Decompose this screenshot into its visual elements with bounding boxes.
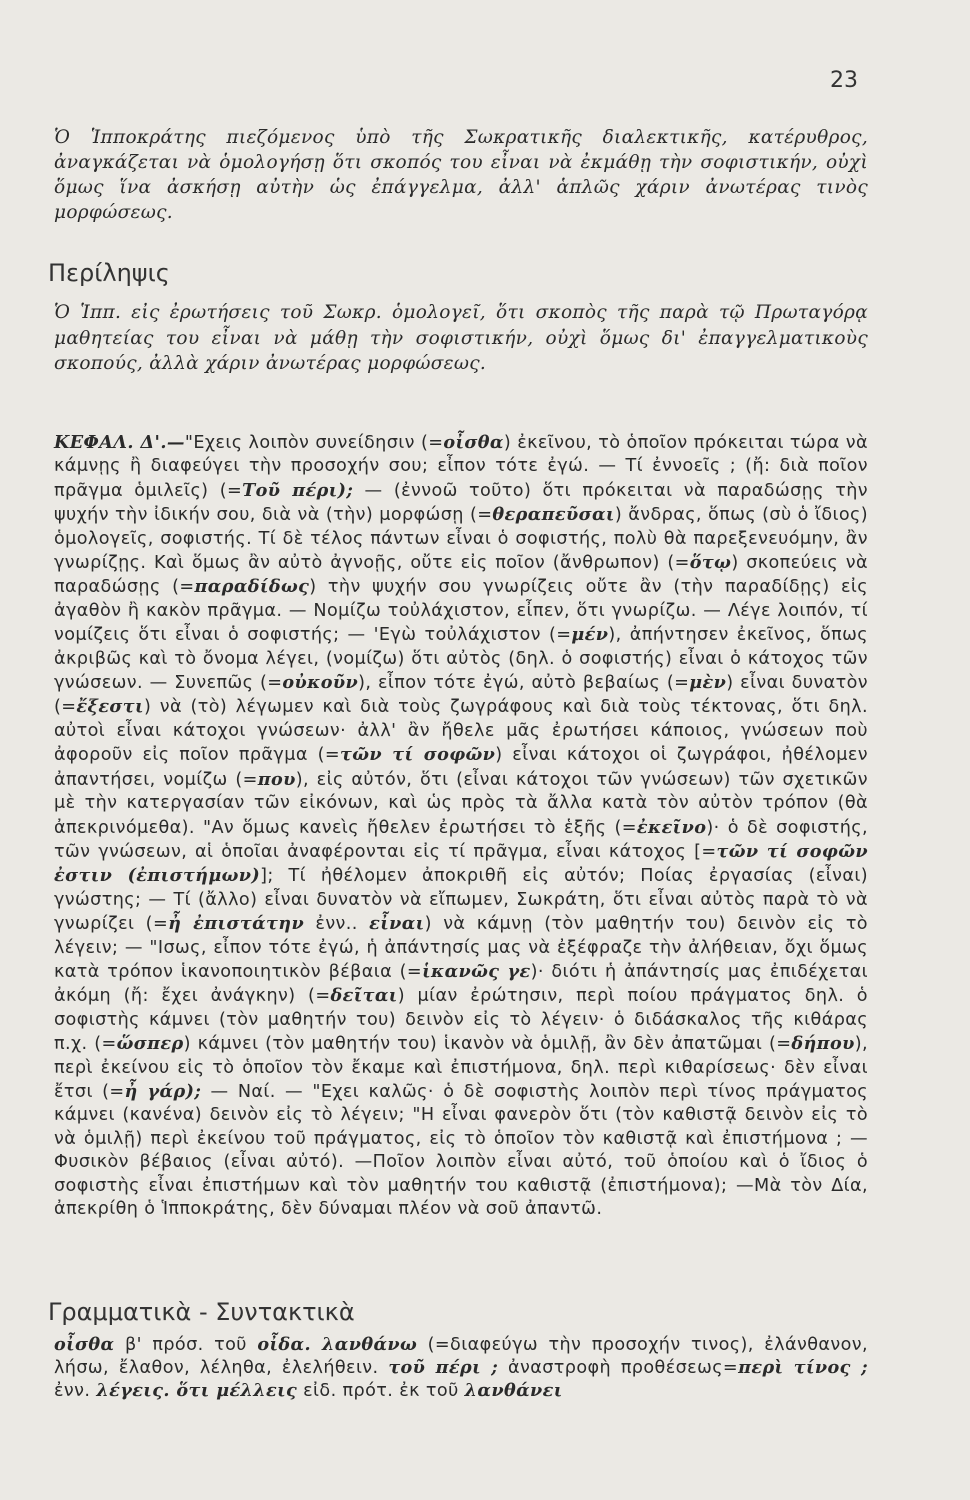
grammar-text: ἐνν. <box>54 1380 97 1401</box>
chapter-text: )· διότι ἡ ἀπάντησίς μας ἐπιδέχεται ἀκόμη (ἤ: ἔχει ἀνάγκην) (= <box>54 961 868 1007</box>
chapter-text: ]; Τί ἠθέλομεν ἀποκριθῆ εἰς αὐτόν; Ποίας ἐργασίας (εἶναι) γνώστης; — Τί (ἄλλο) εἶναι δυνατὸν νὰ εἴπωμεν, Σωκράτη, ὅτι εἶναι αὐτὸς παρὰ τὸ νὰ γνωρίζει (= <box>54 866 868 935</box>
gloss-term: εἶναι <box>369 913 425 935</box>
chapter-text: ), περὶ ἐκείνου εἰς τὸ ὁποῖον τὸν ἔκαμε καὶ ἐπιστήμονα, δηλ. περὶ κιθαρίσεως· δὲν εἶναι ἔτσι (= <box>54 1034 868 1102</box>
grammar-text: ἀναστροφὴ προθέσεως= <box>498 1357 739 1378</box>
gloss-term: μὲν <box>689 672 727 694</box>
summary-paragraph: Ὁ Ἱππ. εἰς ἐρωτήσεις τοῦ Σωκρ. ὁμολογεῖ, ὅτι σκοπὸς τῆς παρὰ τῷ Πρωταγόρᾳ μαθητείας του εἶναι νὰ μάθῃ τὴν σοφιστικήν, οὐχὶ ὅμως δι' ἐπαγγελματικοὺς σκοπούς, ἀλλὰ χάριν ἀνωτέρας μορφώσεως. <box>54 302 868 374</box>
chapter-text: ) εἶναι κάτοχοι οἱ ζωγράφοι, ἠθέλομεν ἀπαντήσει, νομίζω (= <box>54 745 869 790</box>
chapter-text: ) τὴν ψυχήν σου γνωρίζεις οὔτε ἂν (τὴν παραδίδῃς) εἰς ἀγαθὸν ἢ κακὸν πρᾶγμα. — Νομίζω τοὐλάχιστον, εἶπεν, ὅτι γνωρίζω. — Λέγε λοιπόν, τί νομίζεις ὅτι εἶναι ὁ σοφιστής; — 'Εγὼ τοὐλάχιστον (= <box>54 577 869 646</box>
chapter-text: )· ὁ δὲ σοφιστής, τῶν γνώσεων, αἱ ὁποῖαι ἀναφέρονται εἰς τί πρᾶγμα, εἶναι κάτοχος [= <box>54 817 869 862</box>
gloss-term: οἶσθα <box>443 432 504 453</box>
gloss-term: ἦ ἐπιστάτην <box>168 913 305 935</box>
chapter-text: ) σκοπεύεις νὰ παραδώσῃς (= <box>54 553 868 598</box>
gloss-term: τοῦ πέρι ; <box>388 1356 499 1378</box>
gloss-term: περὶ τίνος ; <box>738 1356 868 1378</box>
chapter-text: ), εἰς αὐτόν, ὅτι (εἶναι κάτοχοι τῶν γνώσεων) τῶν σχετικῶν μὲ τὴν κατεργασίαν τῶν εἰκόνων, καὶ ὡς πρὸς τὰ ἄλλα κατὰ τὸν αὐτὸν τρόπον (θὰ ἀπεκρινόμεθα). "Αν ὅμως κανεὶς ἤθελεν ἐρωτήσει τὸ ἑξῆς (= <box>54 769 868 838</box>
chapter-paragraph <box>54 431 868 1221</box>
gloss-term: δεῖται <box>330 985 398 1007</box>
chapter-text: ) εἶναι δυνατὸν (= <box>54 673 869 718</box>
chapter-text: — Ναί. — "Εχει καλῶς· ὁ δὲ σοφιστὴς λοιπὸν περὶ τίνος πράγματος κάμνει (κανένα) δεινὸν εἰς τὸ λέγειν; "Η εἶναι φανερὸν ὅτι (τὸν καθιστᾷ δεινὸν εἰς τὸ νὰ ὁμιλῇ) περὶ ἐκείνου τοῦ πράγματος, εἰς τὸ ὁποῖον τὸν καθιστᾷ καὶ ἐπιστήμονα ; —Φυσικὸν βέβαιος (εἶναι αὐτό). —Ποῖον λοιπὸν εἶναι αὐτό, τοῦ ὁποίου καὶ ὁ ἴδιος ὁ σοφιστὴς εἶναι ἐπιστήμων καὶ τὸν μαθητήν του καθιστᾷ (ἐπιστήμονα); —Μὰ τὸν Δία, ἀπεκρίθη ὁ Ἱπποκράτης, δὲν δύναμαι πλέον νὰ σοῦ ἀπαντῶ. <box>54 1081 868 1219</box>
gloss-term: τῶν τί σοφῶν ἐστιν (ἐπιστήμων) <box>54 840 868 887</box>
gloss-term: ἱκανῶς γε <box>422 960 531 982</box>
gloss-term: οἶδα. λανθάνω <box>257 1334 418 1355</box>
gloss-term: ὅτῳ <box>689 552 732 574</box>
gloss-term: δήπου <box>791 1033 855 1055</box>
page-number: 23 <box>830 68 858 93</box>
gloss-term: που <box>257 768 296 790</box>
chapter-text: ) νὰ κάμνῃ (τὸν μαθητήν του) δεινὸν εἰς τὸ λέγειν; — "Ισως, εἶπον τότε ἐγώ, ἡ ἀπάντησίς μας νὰ ἐξέφραζε τὴν ἀλήθειαν, ὄχι ὅμως κατὰ τρόπον ἱκανοποιητικὸν βέβαια (= <box>54 914 868 982</box>
grammar-text: (=διαφεύγω τὴν προσοχήν τινος), ἐλάνθανον, λήσω, ἔλαθον, λέληθα, ἐλελήθειν. <box>54 1335 868 1378</box>
chapter-text: ) μίαν ἐρώτησιν, περὶ ποίου πράγματος δηλ. ὁ σοφιστὴς κάμνει (τὸν μαθητήν του) δεινὸν εἰς τὸ λέγειν· ὁ διδάσκαλος τῆς κιθάρας π.χ. (= <box>54 986 868 1055</box>
gloss-term: μέν <box>571 624 609 646</box>
gloss-term: λανθάνει <box>464 1379 563 1401</box>
chapter-text: "Εχεις λοιπὸν συνείδησιν (= <box>184 433 444 453</box>
chapter-text: ) ἐκεῖνου, τὸ ὁποῖον πρόκειται τώρα νὰ κάμνῃς ἢ διαφεύγει τὴν προσοχήν σου; εἶπον τότε ἐγώ. — Τί ἐννοεῖς ; (ἤ: διὰ ποῖον πρᾶγμα ὁμιλεῖς) (= <box>54 433 868 501</box>
chapter-text: ), ἀπήντησεν ἐκεῖνος, ὅπως ἀκριβῶς καὶ τὸ ὄνομα λέγει, (νομίζω) ὅτι αὐτὸς (δηλ. ὁ σοφιστής) εἶναι ὁ κάτοχος τῶν γνώσεων. — Συνεπῶς (= <box>54 625 868 694</box>
chapter-text: ), εἶπον τότε ἐγώ, αὐτὸ βεβαίως (= <box>358 673 690 694</box>
chapter-text: ἐνν.. <box>304 914 370 935</box>
gloss-term: ὥσπερ <box>116 1033 184 1055</box>
gloss-term: οἶσθα <box>54 1334 115 1355</box>
chapter-text: ) ἄνδρας, ὅπως (σὺ ὁ ἴδιος) ὁμολογεῖς, σοφιστής. Τί δὲ τέλος πάντων εἶναι ὁ σοφιστής, πολὺ θὰ παρεξενευόμην, ἂν γνωρίζῃς. Καὶ ὅμως ἂν αὐτὸ ἀγνοῇς, οὔτε εἰς ποῖον (ἄνθρωπον) (= <box>54 505 868 574</box>
chapter-label: ΚΕΦΑΛ. Δ'.— <box>54 432 185 453</box>
gloss-term: ἐκεῖνο <box>636 816 707 838</box>
gloss-term: Τοῦ πέρι); <box>242 479 354 501</box>
gloss-term: ἔξεστι <box>76 696 144 718</box>
gloss-term: οὐκοῦν <box>282 672 359 694</box>
gloss-term: τῶν τί σοφῶν <box>339 744 496 766</box>
chapter-text: ) νὰ (τὸ) λέγωμεν καὶ διὰ τοὺς ζωγράφους καὶ διὰ τοὺς τέκτονας, ὅτι δηλ. αὐτοὶ εἶναι κάτοχοι γνώσεων· ἀλλ' ἂν ἤθελε μᾶς ἐρωτήσει κάποιος, γνώσεων ποὺ ἀφοροῦν εἰς ποῖον πρᾶγμα (= <box>54 697 868 766</box>
grammar-heading: Γραμματικὰ - Συντακτικὰ <box>48 1298 355 1326</box>
gloss-term: παραδίδως <box>194 576 310 598</box>
gloss-term: ἦ γάρ); <box>124 1080 202 1102</box>
grammar-text: εἰδ. πρότ. ἐκ τοῦ <box>297 1380 465 1401</box>
gloss-term: θεραπεῦσαι <box>492 504 615 526</box>
summary-heading: Περίληψις <box>48 259 170 287</box>
chapter-text: — (ἐννοῶ τοῦτο) ὅτι πρόκειται νὰ παραδώσῃς τὴν ψυχήν τὴν ἰδικήν σου, διὰ νὰ (τὴν) μορφώσῃ (= <box>54 480 869 526</box>
grammar-paragraph <box>54 1334 868 1402</box>
gloss-term: λέγεις. ὅτι μέλλεις <box>96 1379 298 1401</box>
intro-paragraph: Ὁ Ἱπποκράτης πιεζόμενος ὑπὸ τῆς Σωκρατικῆς διαλεκτικῆς, κατέρυθρος, ἀναγκάζεται νὰ ὁμολογήσῃ ὅτι σκοπός του εἶναι νὰ ἐκμάθῃ τὴν σοφιστικήν, οὐχὶ ὅμως ἵνα ἀσκήσῃ αὐτὴν ὡς ἐπάγγελμα, ἀλλ' ἁπλῶς χάριν ἀνωτέρας τινὸς μορφώσεως. <box>54 127 868 223</box>
grammar-text: β' πρόσ. τοῦ <box>114 1335 258 1355</box>
chapter-text: ) κάμνει (τὸν μαθητήν του) ἱκανὸν νὰ ὁμιλῇ, ἂν δὲν ἀπατῶμαι (= <box>183 1034 792 1055</box>
